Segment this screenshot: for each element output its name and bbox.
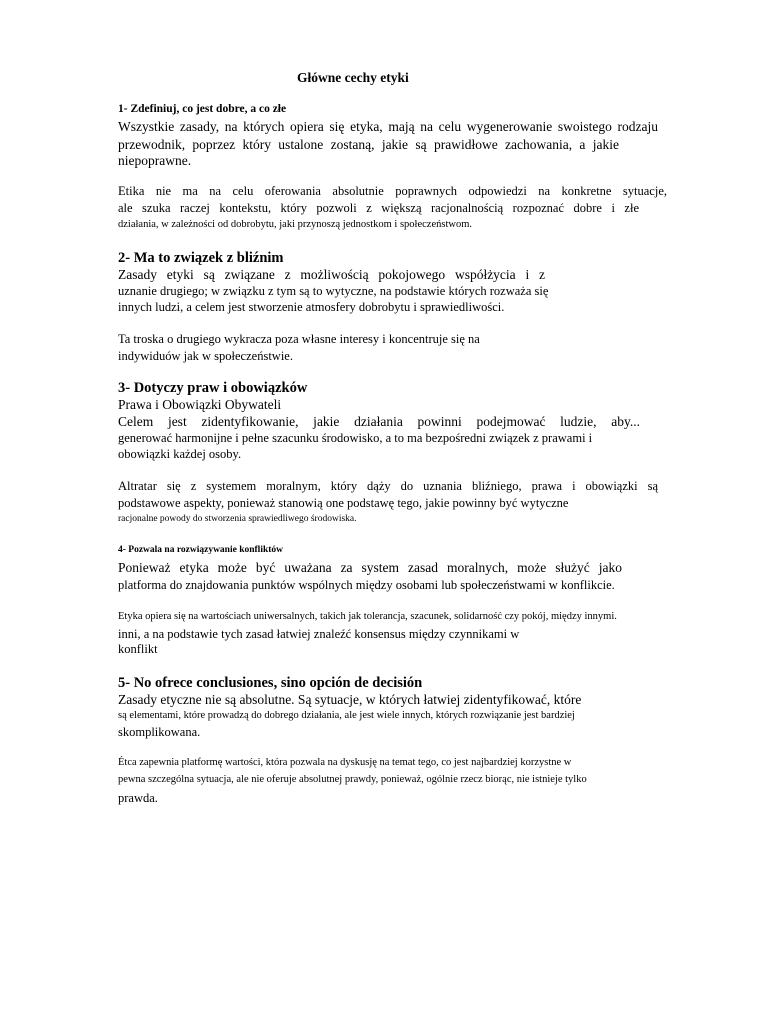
section-2-p1-line-3: innych ludzi, a celem jest stworzenie atmosfery dobrobytu i sprawiedliwości. (118, 300, 505, 314)
section-4-p2-line-2: inni, a na podstawie tych zasad łatwiej znaleźć konsensus między czynnikami w (118, 627, 520, 641)
section-1-p1-line-2: przewodnik, poprzez który ustalone zostaną, jakie są prawidłowe zachowania, a jakie (118, 137, 619, 152)
section-1-heading: 1- Zdefiniuj, co jest dobre, a co złe (118, 103, 287, 115)
section-3-p1-line-2: Celem jest zidentyfikowanie, jakie działania powinni podejmować ludzie, aby... (118, 414, 640, 429)
section-3-p1-line-1: Prawa i Obowiązki Obywateli (118, 397, 282, 412)
section-3-p1-line-4: obowiązki każdej osoby. (118, 447, 242, 461)
section-4-p2-line-1: Etyka opiera się na wartościach uniwersalnych, takich jak tolerancja, szacunek, solidarność czy pokój, między innymi. (118, 611, 617, 622)
section-5-p2-line-1: Étca zapewnia platformę wartości, która pozwala na dyskusję na temat tego, co jest najbardziej korzystne w (118, 757, 572, 768)
section-2-p1-line-2: uznanie drugiego; w związku z tym są to wytyczne, na podstawie których rozważa się (118, 284, 549, 298)
section-2-p2-line-2: indywiduów jak w społeczeństwie. (118, 349, 293, 363)
section-1-p1-line-1: Wszystkie zasady, na których opiera się etyka, mają na celu wygenerowanie swoistego rodzaju (118, 119, 658, 134)
section-1-p2-line-1: Etika nie ma na celu oferowania absolutnie poprawnych odpowiedzi na konkretne sytuacje, (118, 184, 667, 198)
section-1-p1-line-3: niepoprawne. (118, 153, 192, 168)
section-5-p2-line-2: pewna szczególna sytuacja, ale nie oferuje absolutnej prawdy, ponieważ, ogólnie rzecz biorąc, nie istnieje tylko (118, 774, 587, 785)
section-3-p2-line-3: racjonalne powody do stworzenia sprawiedliwego środowiska. (118, 514, 357, 524)
section-3-p2-line-1: Altratar się z systemem moralnym, który dąży do uznania bliźniego, prawa i obowiązki są (118, 479, 658, 493)
section-5-heading: 5- No ofrece conclusiones, sino opción de decisión (118, 675, 423, 691)
section-2-p2-line-1: Ta troska o drugiego wykracza poza własne interesy i koncentruje się na (118, 332, 480, 346)
section-5-p1-line-1: Zasady etyczne nie są absolutne. Są sytuacje, w których łatwiej zidentyfikować, które (118, 692, 582, 707)
section-1-p2-line-2: ale szuka raczej kontekstu, który pozwoli z większą racjonalnością rozpoznać dobre i złe (118, 201, 639, 215)
section-5-p1-line-2: są elementami, które prowadzą do dobrego działania, ale jest wiele innych, których rozwiązanie jest bardziej (118, 710, 575, 721)
section-4-heading: 4- Pozwala na rozwiązywanie konfliktów (118, 545, 284, 555)
section-2-p1-line-1: Zasady etyki są związane z możliwością pokojowego współżycia i z (118, 267, 545, 282)
section-3-p2-line-2: podstawowe aspekty, ponieważ stanowią one podstawę tego, jakie powinny być wytyczne (118, 496, 569, 510)
section-2-heading: 2- Ma to związek z bliźnim (118, 250, 284, 266)
page-title: Główne cechy etyki (297, 70, 409, 85)
section-4-p2-line-3: konflikt (118, 642, 158, 656)
section-3-p1-line-3: generować harmonijne i pełne szacunku środowisko, a to ma bezpośredni związek z prawami i (118, 431, 593, 445)
section-4-p1-line-1: Ponieważ etyka może być uważana za system zasad moralnych, może służyć jako (118, 560, 622, 575)
section-3-heading: 3- Dotyczy praw i obowiązków (118, 380, 308, 396)
section-5-p1-line-3: skomplikowana. (118, 725, 201, 739)
section-4-p1-line-2: platforma do znajdowania punktów wspólnych między osobami lub społeczeństwami w konflikcie. (118, 578, 615, 592)
section-1-p2-line-3: działania, w zależności od dobrobytu, jaki przynoszą jednostkom i społeczeństwom. (118, 219, 472, 230)
section-5-p2-line-3: prawda. (118, 791, 158, 805)
